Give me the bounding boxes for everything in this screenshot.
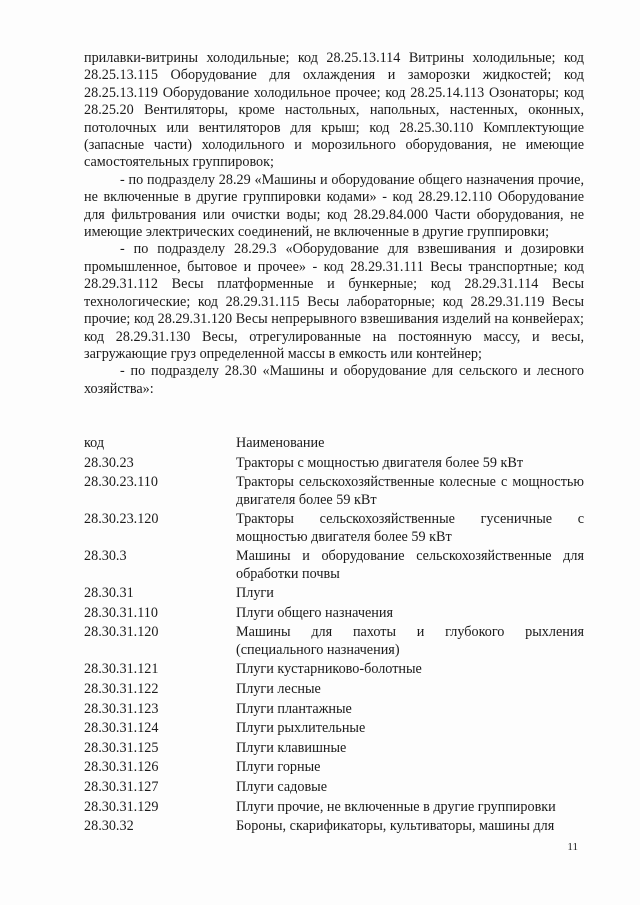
- codes-table: [84, 435, 584, 838]
- row-code: 28.30.31.123: [84, 700, 159, 717]
- row-name: Плуги кустарниково-болотные: [236, 661, 422, 678]
- row-code: 28.30.31.129: [84, 798, 159, 815]
- row-name: Тракторы сельскохозяйственные колесные с мощностью двигателя более 59 кВт: [236, 474, 584, 508]
- row-code: 28.30.31.110: [84, 604, 158, 621]
- table-row: [84, 681, 584, 701]
- paragraph-section-28-29-3: - по подразделу 28.29.3 «Оборудование для взвешивания и дозировки промышленное, бытовое и прочее» - код 28.29.31.111 Весы транспортные; код 28.29.31.112 Весы платформенные и бункерные; код 28.29.31.114 Весы технологические; код 28.29.31.115 Весы лабораторные; код 28.29.31.119 Весы прочие; код 28.29.31.120 Весы непрерывного взвешивания изделий на конвейерах; код 28.29.31.130 Весы, отрегулированные на постоянную массу, и весы, загружающие груз определенной массы в емкость или контейнер;: [84, 241, 584, 362]
- row-name: Плуги плантажные: [236, 700, 352, 717]
- row-code: 28.30.31.120: [84, 624, 159, 641]
- body-text: [84, 50, 584, 398]
- table-row: [84, 455, 584, 475]
- row-name: Бороны, скарификаторы, культиваторы, машины для: [236, 818, 555, 835]
- paragraph-section-28-29: - по подразделу 28.29 «Машины и оборудование общего назначения прочие, не включенные в другие группировки кодами» - код 28.29.12.110 Оборудование для фильтрования или очистки воды; код 28.29.84.000 Части оборудования, не имеющие электрических соединений, не включенные в другие группировки;: [84, 171, 584, 241]
- table-row: [84, 624, 584, 661]
- row-code: 28.30.31.124: [84, 720, 159, 737]
- table-row: [84, 740, 584, 760]
- row-code: 28.30.31: [84, 585, 134, 602]
- paragraph-refrigeration-codes: прилавки-витрины холодильные; код 28.25.13.114 Витрины холодильные; код 28.25.13.115 Оборудование для охлаждения и заморозки жидкостей; код 28.25.13.119 Оборудование холодильное прочее; код 28.25.14.113 Озонаторы; код 28.25.20 Вентиляторы, кроме настольных, напольных, настенных, оконных, потолочных или вентиляторов для крыш; код 28.25.30.110 Комплектующие (запасные части) холодильного и морозильного оборудования, не имеющие самостоятельных группировок;: [84, 50, 584, 171]
- row-name: Плуги прочие, не включенные в другие группировки: [236, 798, 556, 815]
- row-name: Машины для пахоты и глубокого рыхления (специального назначения): [236, 624, 584, 658]
- row-code: 28.30.23.120: [84, 511, 159, 528]
- header-name: Наименование: [236, 435, 325, 451]
- table-row: [84, 779, 584, 799]
- row-code: 28.30.31.127: [84, 778, 159, 795]
- row-name: Плуги общего назначения: [236, 604, 393, 621]
- row-name: Плуги лесные: [236, 680, 321, 697]
- paragraph-section-28-30: - по подразделу 28.30 «Машины и оборудование для сельского и лесного хозяйства»:: [84, 363, 584, 397]
- row-code: 28.30.23: [84, 454, 134, 471]
- row-code: 28.30.32: [84, 818, 134, 835]
- table-row: [84, 720, 584, 740]
- row-name: Машины и оборудование сельскохозяйственные для обработки почвы: [236, 548, 584, 582]
- row-name: Плуги рыхлительные: [236, 720, 366, 737]
- table-row: [84, 585, 584, 605]
- row-name: Плуги горные: [236, 759, 321, 776]
- table-row: [84, 511, 584, 548]
- row-name: Плуги клавишные: [236, 739, 347, 756]
- table-row: [84, 799, 584, 819]
- row-code: 28.30.31.125: [84, 739, 159, 756]
- table-row: [84, 605, 584, 625]
- row-name: Тракторы с мощностью двигателя более 59 кВт: [236, 454, 524, 471]
- table-row: [84, 759, 584, 779]
- row-code: 28.30.31.121: [84, 661, 159, 678]
- table-row: [84, 701, 584, 721]
- row-name: Тракторы сельскохозяйственные гусеничные с мощностью двигателя более 59 кВт: [236, 511, 584, 545]
- row-code: 28.30.31.126: [84, 759, 159, 776]
- row-code: 28.30.31.122: [84, 680, 159, 697]
- table-row: [84, 818, 584, 838]
- row-name: Плуги: [236, 585, 274, 602]
- table-header-row: [84, 435, 584, 455]
- page-number: 11: [567, 841, 578, 853]
- table-row: [84, 548, 584, 585]
- header-code: код: [84, 435, 105, 451]
- row-code: 28.30.23.110: [84, 474, 158, 491]
- row-name: Плуги садовые: [236, 778, 327, 795]
- table-row: [84, 661, 584, 681]
- row-code: 28.30.3: [84, 548, 127, 565]
- table-row: [84, 474, 584, 511]
